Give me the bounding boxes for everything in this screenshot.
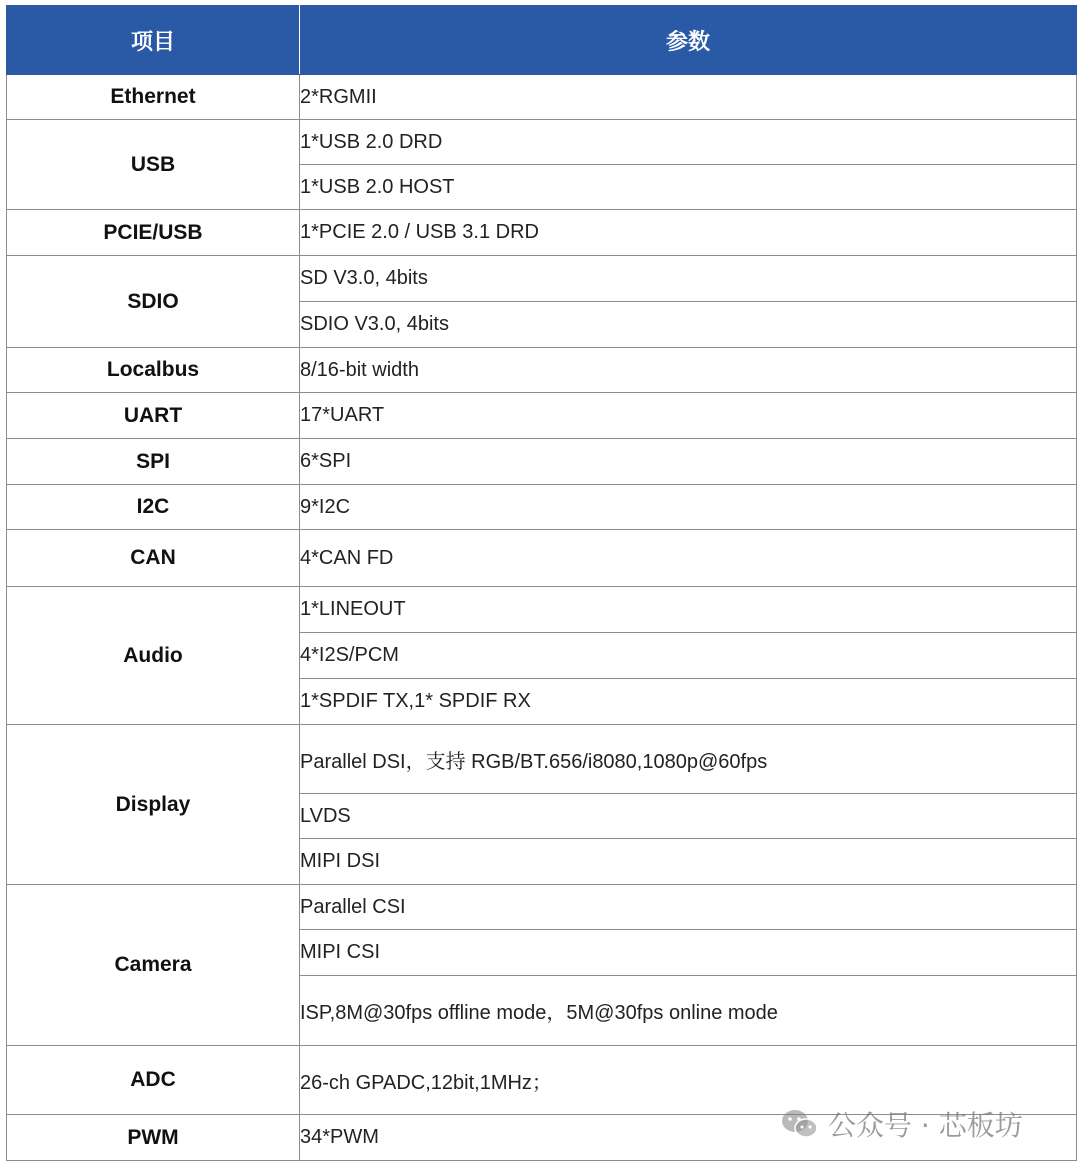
watermark: [780, 1106, 1023, 1142]
value-cell: 9*I2C: [300, 485, 1077, 530]
table-body: [7, 75, 1077, 1161]
item-cell: PWM: [7, 1115, 300, 1161]
header-params: 参数: [300, 6, 1077, 75]
value-cell: 4*CAN FD: [300, 530, 1077, 587]
value-cell: MIPI CSI: [300, 930, 1077, 976]
table-row: [7, 530, 1077, 587]
value-cell: 2*RGMII: [300, 75, 1077, 120]
value-cell: MIPI DSI: [300, 839, 1077, 885]
header-item: 项目: [7, 6, 300, 75]
value-cell: 17*UART: [300, 393, 1077, 439]
item-cell: SDIO: [7, 256, 300, 348]
wechat-icon: [780, 1108, 820, 1140]
value-cell: ISP,8M@30fps offline mode，5M@30fps online mode: [300, 976, 1077, 1046]
item-cell: ADC: [7, 1046, 300, 1115]
value-cell: 1*LINEOUT: [300, 587, 1077, 633]
table-row: [7, 256, 1077, 302]
table-row: [7, 587, 1077, 633]
table-row: [7, 348, 1077, 393]
value-cell: Parallel CSI: [300, 885, 1077, 930]
item-cell: Localbus: [7, 348, 300, 393]
table-row: [7, 885, 1077, 930]
item-cell: CAN: [7, 530, 300, 587]
item-cell: Audio: [7, 587, 300, 725]
item-cell: I2C: [7, 485, 300, 530]
value-cell: LVDS: [300, 794, 1077, 839]
item-cell: Display: [7, 725, 300, 885]
table-row: [7, 210, 1077, 256]
value-cell: 1*USB 2.0 DRD: [300, 120, 1077, 165]
table-row: [7, 393, 1077, 439]
item-cell: Camera: [7, 885, 300, 1046]
value-cell: 1*PCIE 2.0 / USB 3.1 DRD: [300, 210, 1077, 256]
table-row: [7, 725, 1077, 794]
item-cell: Ethernet: [7, 75, 300, 120]
table-row: [7, 120, 1077, 165]
table-header-row: [7, 6, 1077, 75]
value-cell: 4*I2S/PCM: [300, 633, 1077, 679]
value-cell: SD V3.0, 4bits: [300, 256, 1077, 302]
value-cell: 8/16-bit width: [300, 348, 1077, 393]
value-cell: Parallel DSI，支持 RGB/BT.656/i8080,1080p@60fps: [300, 725, 1077, 794]
value-cell: SDIO V3.0, 4bits: [300, 302, 1077, 348]
table-row: [7, 439, 1077, 485]
spec-table: [6, 5, 1077, 1161]
value-cell: 26-ch GPADC,12bit,1MHz；: [300, 1046, 1077, 1115]
item-cell: SPI: [7, 439, 300, 485]
value-cell: 1*USB 2.0 HOST: [300, 165, 1077, 210]
watermark-text: 公众号 · 芯板坊: [828, 1109, 1023, 1142]
table-row: [7, 485, 1077, 530]
value-cell: 1*SPDIF TX,1* SPDIF RX: [300, 679, 1077, 725]
table-row: [7, 75, 1077, 120]
item-cell: UART: [7, 393, 300, 439]
value-cell: 34*PWM: [300, 1115, 1077, 1161]
item-cell: PCIE/USB: [7, 210, 300, 256]
item-cell: USB: [7, 120, 300, 210]
value-cell: 6*SPI: [300, 439, 1077, 485]
